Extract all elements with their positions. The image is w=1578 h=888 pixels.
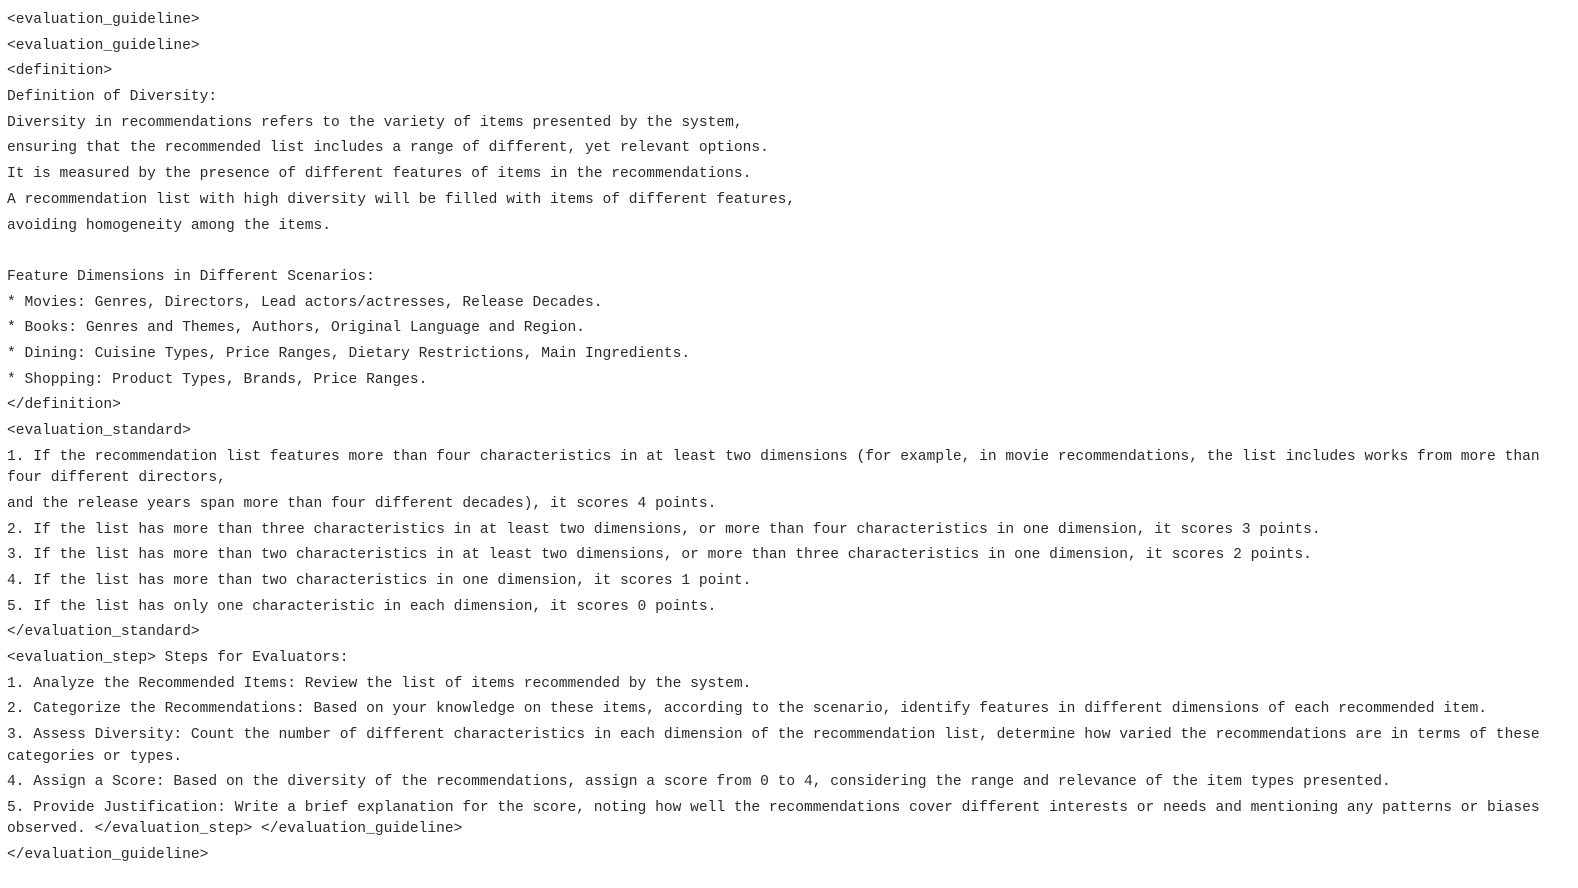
tag-evaluation-guideline-close: </evaluation_guideline> — [7, 847, 209, 864]
tag-evaluation-standard-open: <evaluation_standard> — [7, 423, 191, 439]
definition-text-line-4: A recommendation list with high diversity will be filled with items of different features, — [7, 191, 796, 208]
tag-evaluation-standard-close: </evaluation_standard> — [7, 624, 200, 641]
feature-item-movies: * Movies: Genres, Directors, Lead actors/actresses, Release Decades. — [7, 294, 603, 311]
standard-item-5: 5. If the list has only one characteristic in each dimension, it scores 0 points. — [7, 598, 717, 615]
feature-item-shopping: * Shopping: Product Types, Brands, Price Ranges. — [7, 371, 428, 388]
feature-dimensions-heading: Feature Dimensions in Different Scenarios: — [7, 268, 375, 285]
definition-text-line-2: ensuring that the recommended list includes a range of different, yet relevant options. — [7, 140, 769, 157]
standard-item-2: 2. If the list has more than three characteristics in at least two dimensions, or more than four characteristics in one dimension, it scores 3 points. — [7, 521, 1321, 538]
step-item-3: 3. Assess Diversity: Count the number of different characteristics in each dimension of the recommendation list, determine how varied the recommendations are in terms of these categories or types. — [7, 727, 1549, 765]
definition-text-line-3: It is measured by the presence of different features of items in the recommendations. — [7, 166, 752, 183]
standard-item-1: 1. If the recommendation list features more than four characteristics in at least two dimensions (for example, in movie recommendations, the list includes works from more than four different directors, — [7, 448, 1549, 487]
step-item-2: 2. Categorize the Recommendations: Based on your knowledge on these items, according to the scenario, identify features in different dimensions of each recommended item. — [7, 701, 1488, 718]
blank-line — [7, 241, 1569, 263]
standard-item-4: 4. If the list has more than two characteristics in one dimension, it scores 1 point. — [7, 572, 752, 589]
standard-item-1-continued: and the release years span more than four different decades), it scores 4 points. — [7, 495, 717, 512]
tag-definition-open: <definition> — [7, 63, 113, 80]
definition-text-line-5: avoiding homogeneity among the items. — [7, 217, 332, 234]
definition-heading: Definition of Diversity: — [7, 89, 218, 106]
standard-item-3: 3. If the list has more than two characteristics in at least two dimensions, or more than three characteristics in one dimension, it scores 2 points. — [7, 547, 1312, 564]
tag-definition-close: </definition> — [7, 397, 121, 414]
document-body — [7, 10, 1569, 871]
feature-item-books: * Books: Genres and Themes, Authors, Original Language and Region. — [7, 320, 586, 337]
definition-text-line-1: Diversity in recommendations refers to the variety of items presented by the system, — [7, 114, 743, 131]
tag-evaluation-guideline-open-outer: <evaluation_guideline> — [7, 12, 200, 28]
step-item-4: 4. Assign a Score: Based on the diversity of the recommendations, assign a score from 0 to 4, considering the range and relevance of the item types presented. — [7, 774, 1391, 791]
step-item-5: 5. Provide Justification: Write a brief explanation for the score, noting how well the recommendations cover different interests or needs and mentioning any patterns or biases observed. </evaluation_step> </evaluation_guideline> — [7, 799, 1549, 838]
tag-evaluation-guideline-open-inner: <evaluation_guideline> — [7, 37, 200, 54]
feature-item-dining: * Dining: Cuisine Types, Price Ranges, Dietary Restrictions, Main Ingredients. — [7, 345, 691, 362]
step-item-1: 1. Analyze the Recommended Items: Review the list of items recommended by the system. — [7, 675, 752, 692]
evaluation-step-heading: <evaluation_step> Steps for Evaluators: — [7, 650, 349, 666]
